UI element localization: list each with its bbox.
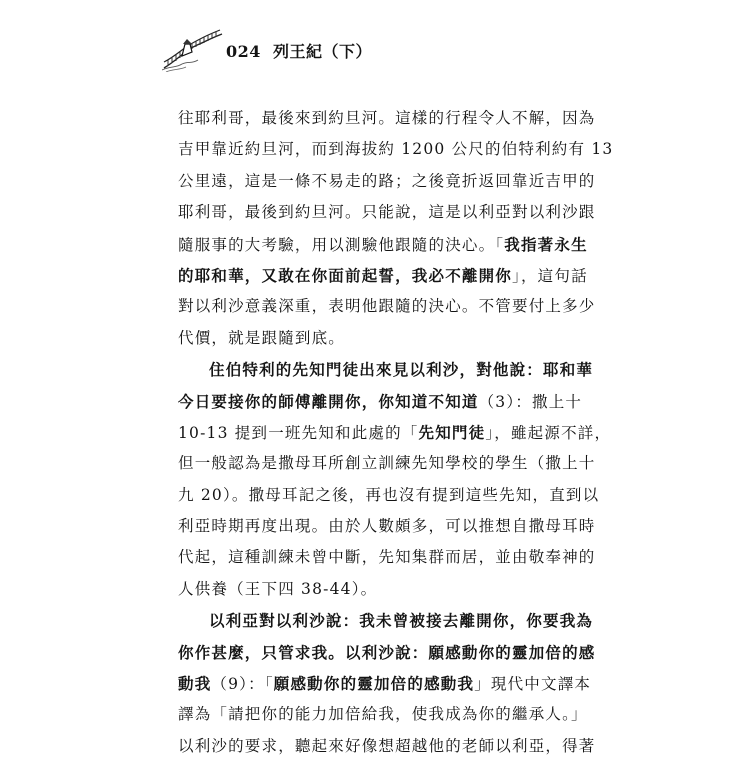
bold-text: 你作甚麼，只管求我。以利沙說：願感動你的靈加倍的感 [178, 642, 596, 662]
text-run: 利亞時期再度出現。由於人數頗多，可以推想自撒母耳時 [178, 517, 596, 536]
text-line [178, 197, 596, 228]
text-line [178, 417, 612, 448]
text-line [178, 323, 574, 354]
bold-text: 我指著永生 [504, 234, 588, 254]
text-line [178, 448, 596, 479]
text-line [178, 229, 588, 260]
paragraph [178, 605, 596, 762]
text-line [178, 291, 596, 322]
text-run: 」現代中文譯本 [474, 675, 592, 694]
text-line [178, 511, 596, 542]
text-line [178, 731, 596, 762]
text-run: 代起，這種訓練未曾中斷，先知集群而居，並由敬奉神的 [178, 548, 596, 567]
text-run: 對以利沙意義深重，表明他跟隨的決心。不管要付上多少 [178, 297, 596, 316]
text-line [178, 542, 596, 573]
great-wall-icon [162, 26, 224, 72]
text-run: 但一般認為是撒母耳所創立訓練先知學校的學生（撒上十 [178, 454, 596, 473]
text-line [178, 103, 596, 134]
text-run: 」，雖起源不詳， [485, 423, 612, 442]
text-line [178, 260, 588, 291]
paragraph [178, 354, 612, 605]
bold-text: 的耶和華，又敢在你面前起誓，我必不離開你 [178, 265, 513, 285]
book-title: 列王紀（下） [273, 41, 373, 61]
running-head [226, 39, 372, 62]
bold-text: 願感動你的靈加倍的感動我 [273, 674, 475, 694]
page-number: 024 [226, 41, 261, 61]
text-run: 人供養（王下四 38-44）。 [178, 579, 378, 598]
text-run: 吉甲靠近約旦河，而到海拔約 1200 公尺的伯特利約有 13 [178, 140, 614, 159]
text-line [178, 605, 594, 636]
text-line [178, 668, 592, 699]
paragraph [178, 103, 614, 354]
bold-text: 以利亞對以利沙說：我未曾被接去離開你，你要我為 [209, 611, 594, 631]
text-line [178, 134, 614, 165]
text-run: 耶利哥，最後到約旦河。只能說，這是以利亞對以利沙跟 [178, 203, 596, 222]
bold-text: 今日要接你的師傅離開你，你知道不知道 [178, 391, 479, 411]
text-run: 隨服事的大考驗，用以測驗他跟隨的決心。「 [178, 235, 505, 254]
text-run: 10-13 提到一班先知和此處的「 [178, 423, 419, 442]
page-header [162, 26, 372, 72]
text-line [178, 386, 583, 417]
text-run: 公里遠，這是一條不易走的路；之後竟折返回靠近吉甲的 [178, 171, 596, 190]
text-line [178, 699, 588, 730]
text-line [178, 354, 594, 385]
bold-text: 動我 [178, 674, 212, 694]
text-run: 譯為「請把你的能力加倍給我，使我成為你的繼承人。」 [178, 705, 588, 724]
text-run: 代價，就是跟隨到底。 [178, 328, 346, 347]
text-run: 」，這句話 [512, 266, 588, 285]
text-run: 以利沙的要求，聽起來好像想超越他的老師以利亞，得著 [178, 736, 596, 755]
text-line [178, 637, 596, 668]
text-run: （9）：「 [211, 675, 274, 694]
text-run: 往耶利哥，最後來到約旦河。這樣的行程令人不解，因為 [178, 109, 596, 127]
bold-text: 先知門徒 [418, 422, 486, 442]
text-line [178, 574, 574, 605]
text-line [178, 166, 596, 197]
text-run: （3）：撒上十 [478, 392, 583, 411]
text-line [178, 480, 600, 511]
text-run: 九 20）。撒母耳記之後，再也沒有提到這些先知，直到以 [178, 485, 600, 504]
body-text [178, 103, 614, 762]
bold-text: 住伯特利的先知門徒出來見以利沙，對他說：耶和華 [209, 360, 594, 380]
